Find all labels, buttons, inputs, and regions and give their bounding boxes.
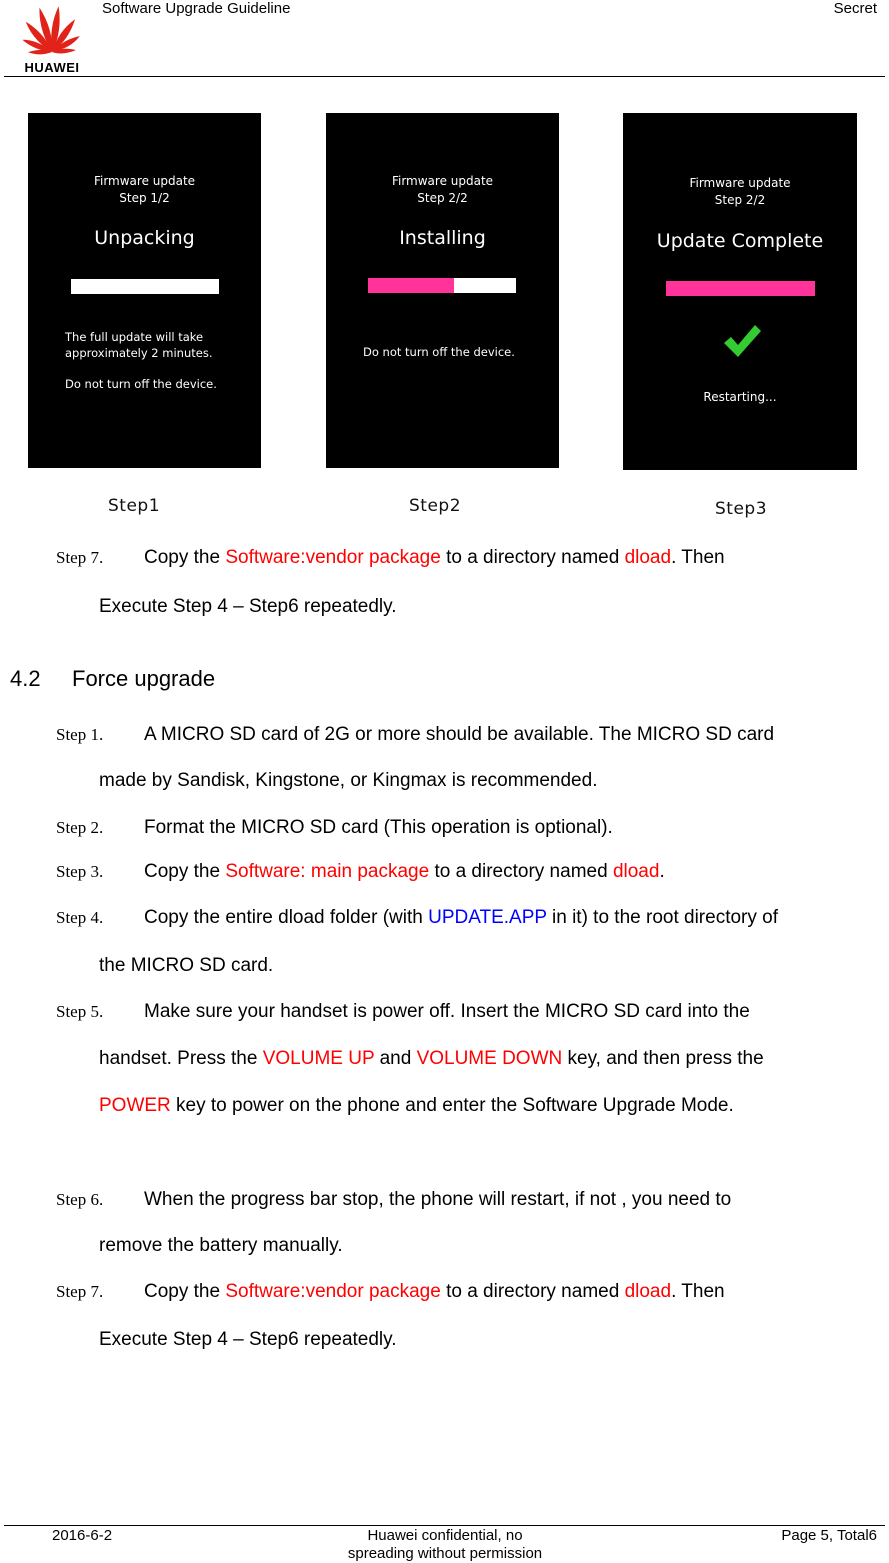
- step-text-cont: handset. Press the VOLUME UP and VOLUME DOWN key, and then press the: [99, 1048, 764, 1069]
- step-label: Step 3.: [56, 862, 104, 881]
- step-text: A MICRO SD card of 2G or more should be available. The MICRO SD card: [144, 724, 775, 745]
- step-text: Format the MICRO SD card (This operation is optional).: [144, 817, 613, 838]
- header-divider: [4, 76, 885, 77]
- screen-heading: Update Complete: [656, 230, 824, 252]
- step-text: Copy the Software:vendor package to a directory named dload. Then: [144, 1281, 725, 1302]
- screen-line1: Firmware update: [93, 174, 196, 188]
- screen-line1: Firmware update: [689, 176, 791, 190]
- classification-label: Secret: [833, 0, 877, 17]
- step-text: When the progress bar stop, the phone will restart, if not , you need to: [144, 1189, 732, 1210]
- step-text-cont: Execute Step 4 – Step6 repeatedly.: [99, 596, 397, 617]
- screenshot-step3: [623, 113, 857, 470]
- section-heading: [10, 666, 215, 692]
- progress-bar: [368, 278, 516, 293]
- step-text: Copy the Software:vendor package to a directory named dload. Then: [144, 547, 725, 568]
- step-text: Make sure your handset is power off. Insert the MICRO SD card into the: [144, 1001, 750, 1022]
- step-label: Step 5.: [56, 1002, 104, 1021]
- screen-line2: Step 2/2: [417, 191, 468, 205]
- huawei-logo: [12, 2, 92, 76]
- progress-fill: [368, 278, 454, 293]
- step-label: Step 2.: [56, 818, 104, 837]
- highlight-red: Software: main package: [225, 861, 430, 882]
- screen-status: Restarting...: [703, 390, 777, 404]
- screen-note1: The full update will take: [65, 330, 204, 344]
- screen-heading: Installing: [399, 227, 486, 249]
- step-text-cont: made by Sandisk, Kingstone, or Kingmax is recommended.: [99, 770, 598, 791]
- step-text: Copy the Software: main package to a directory named dload.: [144, 861, 665, 882]
- screen-heading: Unpacking: [94, 227, 195, 249]
- screen-note1: Do not turn off the device.: [363, 345, 515, 359]
- document-title: Software Upgrade Guideline: [102, 0, 291, 17]
- brand-wordmark: HUAWEI: [24, 60, 80, 75]
- screen-line2: Step 2/2: [714, 193, 766, 207]
- screenshot-step2: [326, 113, 559, 468]
- highlight-blue: UPDATE.APP: [428, 907, 547, 928]
- highlight-red: VOLUME UP: [262, 1048, 375, 1069]
- footer-confidential: [300, 1527, 590, 1563]
- step-text-cont: Execute Step 4 – Step6 repeatedly.: [99, 1329, 397, 1350]
- footer-confidential-line1: Huawei confidential, no: [367, 1527, 523, 1544]
- caption-step1: Step1: [108, 496, 161, 516]
- footer-date: 2016-6-2: [52, 1527, 113, 1544]
- step-label: Step 7.: [56, 548, 104, 567]
- highlight-red: Software:vendor package: [225, 547, 441, 568]
- footer-divider: [4, 1525, 885, 1526]
- screen-line2: Step 1/2: [119, 191, 170, 205]
- progress-bar: [666, 281, 815, 296]
- screen-note2: approximately 2 minutes.: [65, 346, 213, 360]
- progress-bar: [71, 279, 219, 294]
- step-label: Step 1.: [56, 725, 104, 744]
- caption-step3: Step3: [715, 499, 768, 519]
- section-title: Force upgrade: [72, 666, 216, 691]
- footer-page-number: Page 5, Total6: [781, 1527, 877, 1544]
- progress-fill: [666, 281, 815, 296]
- step-text-cont: remove the battery manually.: [99, 1235, 343, 1256]
- step-text-cont: POWER key to power on the phone and enter the Software Upgrade Mode.: [99, 1095, 734, 1116]
- footer-confidential-line2: spreading without permission: [347, 1545, 543, 1562]
- section-number: 4.2: [10, 666, 41, 691]
- screenshot-step1: [28, 113, 261, 468]
- screen-note3: Do not turn off the device.: [65, 377, 217, 391]
- highlight-red: VOLUME DOWN: [416, 1048, 563, 1069]
- step-label: Step 4.: [56, 908, 104, 927]
- highlight-red: dload: [624, 1281, 672, 1302]
- caption-step2: Step2: [409, 496, 462, 516]
- step-text-cont: the MICRO SD card.: [99, 955, 274, 976]
- step-label: Step 6.: [56, 1190, 104, 1209]
- highlight-red: dload: [612, 861, 660, 882]
- step-label: Step 7.: [56, 1282, 104, 1301]
- highlight-red: Software:vendor package: [225, 1281, 441, 1302]
- screen-line1: Firmware update: [391, 174, 494, 188]
- checkmark-icon: [722, 323, 762, 359]
- step-text: Copy the entire dload folder (with UPDATE.APP in it) to the root directory of: [144, 907, 778, 928]
- highlight-red: dload: [624, 547, 672, 568]
- highlight-red: POWER: [99, 1095, 171, 1116]
